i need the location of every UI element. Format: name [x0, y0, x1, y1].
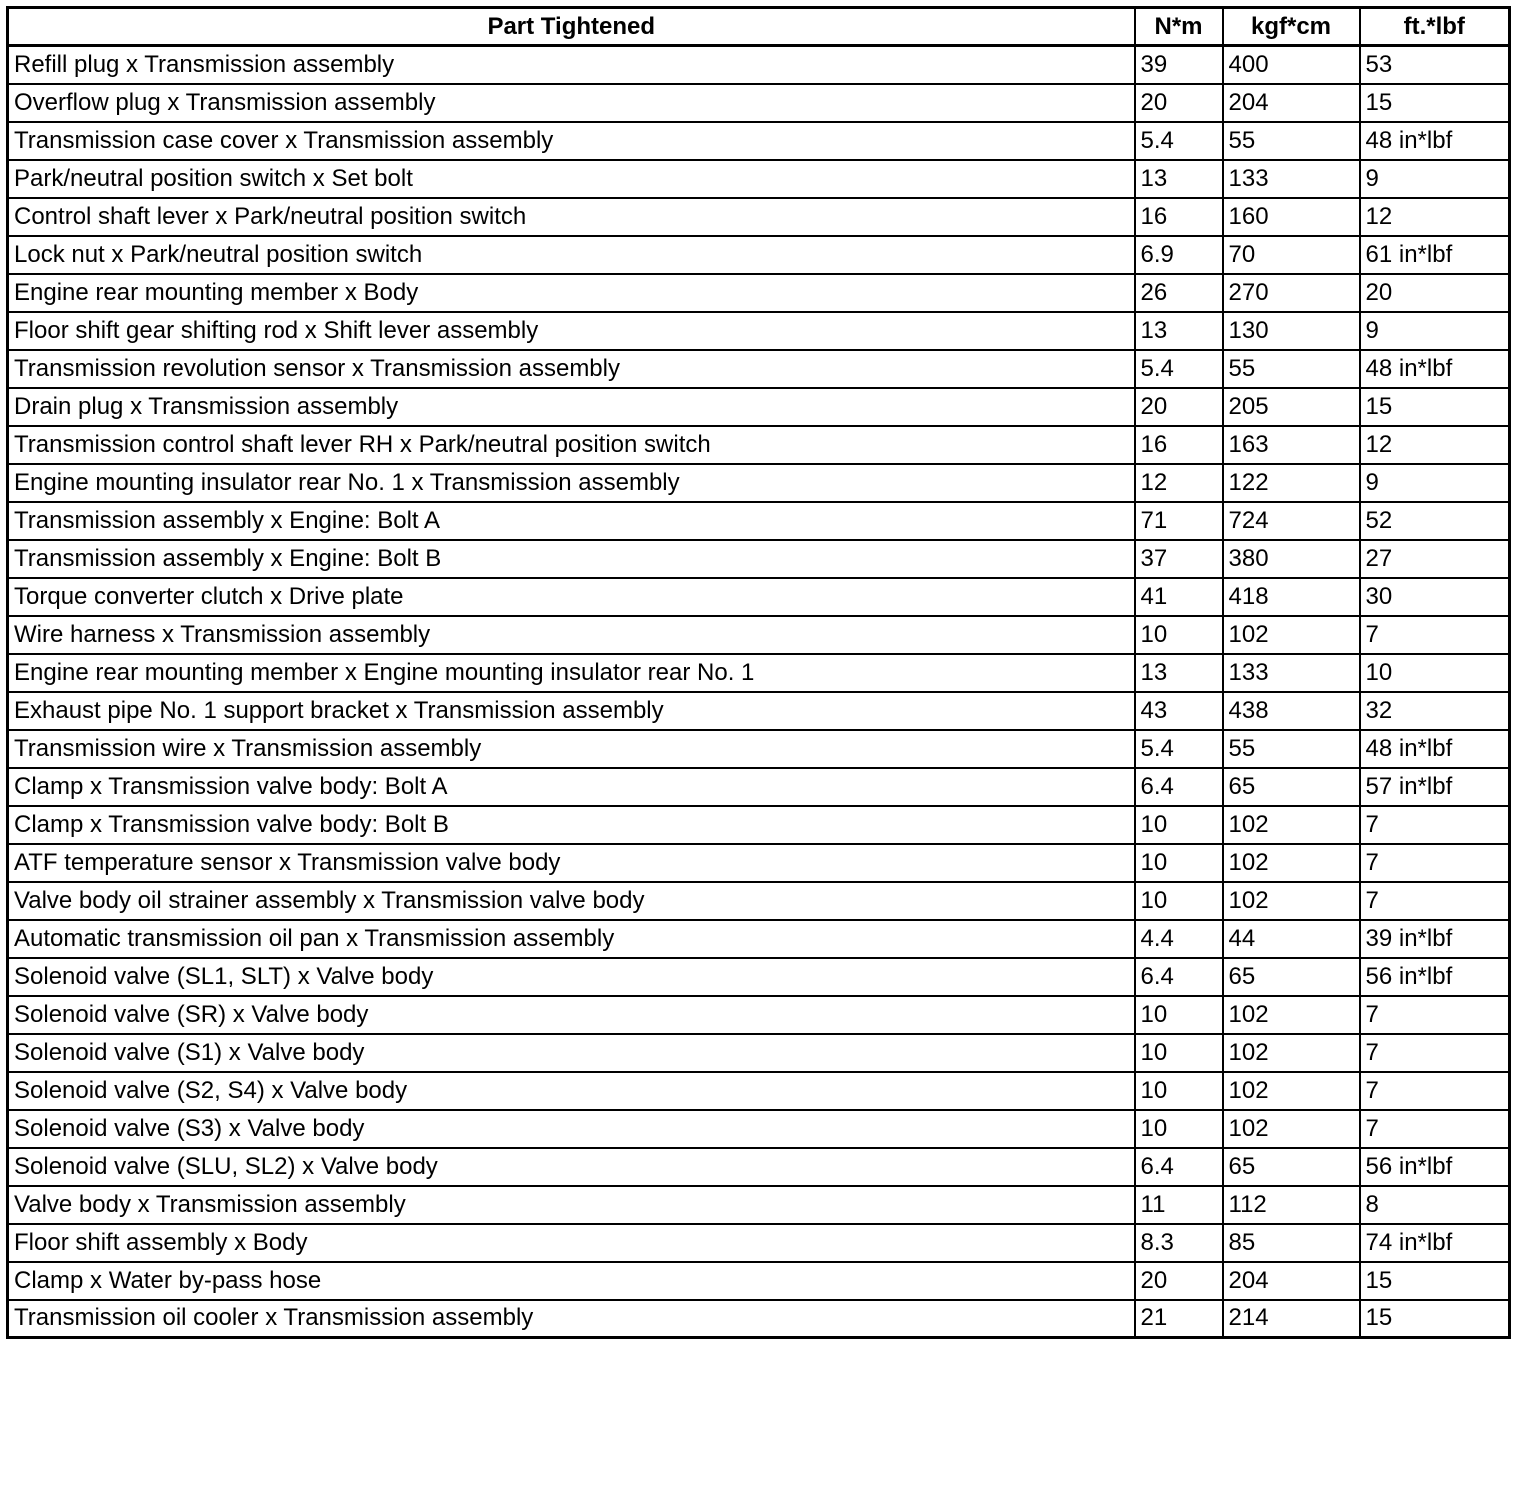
cell-ft-lbf: 12 — [1360, 198, 1510, 236]
table-row — [8, 312, 1510, 350]
table-row — [8, 844, 1510, 882]
cell-nm: 20 — [1135, 388, 1223, 426]
cell-kgf-cm: 70 — [1223, 236, 1360, 274]
cell-part: Engine rear mounting member x Body — [8, 274, 1135, 312]
cell-kgf-cm: 55 — [1223, 730, 1360, 768]
header-part-tightened: Part Tightened — [8, 8, 1135, 46]
table-row — [8, 1300, 1510, 1338]
cell-ft-lbf: 15 — [1360, 84, 1510, 122]
cell-part: Transmission case cover x Transmission assembly — [8, 122, 1135, 160]
cell-ft-lbf: 30 — [1360, 578, 1510, 616]
table-body — [8, 46, 1510, 1338]
cell-ft-lbf: 57 in*lbf — [1360, 768, 1510, 806]
header-nm: N*m — [1135, 8, 1223, 46]
cell-ft-lbf: 9 — [1360, 464, 1510, 502]
cell-part: Exhaust pipe No. 1 support bracket x Transmission assembly — [8, 692, 1135, 730]
cell-nm: 39 — [1135, 46, 1223, 84]
cell-part: Clamp x Water by-pass hose — [8, 1262, 1135, 1300]
cell-nm: 16 — [1135, 426, 1223, 464]
cell-nm: 20 — [1135, 84, 1223, 122]
cell-part: Automatic transmission oil pan x Transmission assembly — [8, 920, 1135, 958]
cell-kgf-cm: 724 — [1223, 502, 1360, 540]
cell-nm: 6.9 — [1135, 236, 1223, 274]
cell-ft-lbf: 7 — [1360, 806, 1510, 844]
table-row — [8, 46, 1510, 84]
table-row — [8, 692, 1510, 730]
cell-nm: 5.4 — [1135, 122, 1223, 160]
table-row — [8, 1186, 1510, 1224]
cell-nm: 10 — [1135, 806, 1223, 844]
cell-kgf-cm: 133 — [1223, 160, 1360, 198]
cell-part: Transmission oil cooler x Transmission assembly — [8, 1300, 1135, 1338]
cell-part: Valve body x Transmission assembly — [8, 1186, 1135, 1224]
cell-nm: 6.4 — [1135, 1148, 1223, 1186]
cell-nm: 71 — [1135, 502, 1223, 540]
cell-ft-lbf: 48 in*lbf — [1360, 122, 1510, 160]
header-kgf-cm: kgf*cm — [1223, 8, 1360, 46]
table-row — [8, 616, 1510, 654]
cell-kgf-cm: 418 — [1223, 578, 1360, 616]
cell-part: Transmission assembly x Engine: Bolt A — [8, 502, 1135, 540]
cell-nm: 16 — [1135, 198, 1223, 236]
cell-kgf-cm: 160 — [1223, 198, 1360, 236]
header-ft-lbf: ft.*lbf — [1360, 8, 1510, 46]
cell-ft-lbf: 32 — [1360, 692, 1510, 730]
cell-kgf-cm: 65 — [1223, 1148, 1360, 1186]
cell-ft-lbf: 39 in*lbf — [1360, 920, 1510, 958]
cell-nm: 5.4 — [1135, 730, 1223, 768]
cell-part: Valve body oil strainer assembly x Transmission valve body — [8, 882, 1135, 920]
cell-ft-lbf: 7 — [1360, 1072, 1510, 1110]
cell-nm: 10 — [1135, 844, 1223, 882]
cell-part: Engine mounting insulator rear No. 1 x Transmission assembly — [8, 464, 1135, 502]
cell-kgf-cm: 65 — [1223, 958, 1360, 996]
cell-kgf-cm: 55 — [1223, 122, 1360, 160]
cell-part: Solenoid valve (SL1, SLT) x Valve body — [8, 958, 1135, 996]
table-row — [8, 426, 1510, 464]
cell-ft-lbf: 48 in*lbf — [1360, 730, 1510, 768]
cell-kgf-cm: 65 — [1223, 768, 1360, 806]
cell-part: Torque converter clutch x Drive plate — [8, 578, 1135, 616]
cell-nm: 6.4 — [1135, 958, 1223, 996]
cell-ft-lbf: 52 — [1360, 502, 1510, 540]
cell-nm: 13 — [1135, 312, 1223, 350]
cell-part: ATF temperature sensor x Transmission valve body — [8, 844, 1135, 882]
cell-ft-lbf: 15 — [1360, 1300, 1510, 1338]
cell-ft-lbf: 7 — [1360, 1110, 1510, 1148]
table-row — [8, 122, 1510, 160]
cell-ft-lbf: 7 — [1360, 616, 1510, 654]
cell-ft-lbf: 7 — [1360, 882, 1510, 920]
cell-kgf-cm: 102 — [1223, 996, 1360, 1034]
cell-part: Floor shift gear shifting rod x Shift lever assembly — [8, 312, 1135, 350]
cell-kgf-cm: 102 — [1223, 1072, 1360, 1110]
cell-part: Engine rear mounting member x Engine mounting insulator rear No. 1 — [8, 654, 1135, 692]
cell-part: Park/neutral position switch x Set bolt — [8, 160, 1135, 198]
cell-nm: 21 — [1135, 1300, 1223, 1338]
table-row — [8, 84, 1510, 122]
cell-kgf-cm: 44 — [1223, 920, 1360, 958]
table-row — [8, 160, 1510, 198]
cell-part: Solenoid valve (SLU, SL2) x Valve body — [8, 1148, 1135, 1186]
cell-nm: 10 — [1135, 996, 1223, 1034]
cell-part: Wire harness x Transmission assembly — [8, 616, 1135, 654]
cell-part: Refill plug x Transmission assembly — [8, 46, 1135, 84]
cell-nm: 13 — [1135, 654, 1223, 692]
cell-nm: 13 — [1135, 160, 1223, 198]
cell-kgf-cm: 122 — [1223, 464, 1360, 502]
cell-part: Clamp x Transmission valve body: Bolt A — [8, 768, 1135, 806]
header-row — [8, 8, 1510, 46]
cell-part: Solenoid valve (SR) x Valve body — [8, 996, 1135, 1034]
table-row — [8, 502, 1510, 540]
cell-ft-lbf: 10 — [1360, 654, 1510, 692]
cell-kgf-cm: 133 — [1223, 654, 1360, 692]
cell-nm: 41 — [1135, 578, 1223, 616]
cell-part: Control shaft lever x Park/neutral position switch — [8, 198, 1135, 236]
table-row — [8, 1262, 1510, 1300]
table-row — [8, 882, 1510, 920]
table-row — [8, 1110, 1510, 1148]
cell-kgf-cm: 102 — [1223, 844, 1360, 882]
cell-nm: 10 — [1135, 616, 1223, 654]
cell-part: Solenoid valve (S3) x Valve body — [8, 1110, 1135, 1148]
cell-kgf-cm: 163 — [1223, 426, 1360, 464]
cell-nm: 10 — [1135, 1034, 1223, 1072]
cell-kgf-cm: 400 — [1223, 46, 1360, 84]
cell-ft-lbf: 7 — [1360, 1034, 1510, 1072]
cell-kgf-cm: 102 — [1223, 806, 1360, 844]
cell-ft-lbf: 27 — [1360, 540, 1510, 578]
cell-part: Drain plug x Transmission assembly — [8, 388, 1135, 426]
cell-part: Transmission control shaft lever RH x Park/neutral position switch — [8, 426, 1135, 464]
cell-nm: 12 — [1135, 464, 1223, 502]
cell-nm: 43 — [1135, 692, 1223, 730]
cell-kgf-cm: 205 — [1223, 388, 1360, 426]
table-row — [8, 920, 1510, 958]
cell-ft-lbf: 48 in*lbf — [1360, 350, 1510, 388]
table-row — [8, 996, 1510, 1034]
cell-ft-lbf: 53 — [1360, 46, 1510, 84]
cell-ft-lbf: 7 — [1360, 844, 1510, 882]
cell-kgf-cm: 270 — [1223, 274, 1360, 312]
cell-kgf-cm: 204 — [1223, 84, 1360, 122]
cell-nm: 10 — [1135, 1110, 1223, 1148]
table-row — [8, 1224, 1510, 1262]
table-row — [8, 1034, 1510, 1072]
cell-ft-lbf: 9 — [1360, 312, 1510, 350]
cell-kgf-cm: 380 — [1223, 540, 1360, 578]
cell-kgf-cm: 204 — [1223, 1262, 1360, 1300]
cell-nm: 11 — [1135, 1186, 1223, 1224]
cell-kgf-cm: 130 — [1223, 312, 1360, 350]
table-row — [8, 958, 1510, 996]
table-row — [8, 1148, 1510, 1186]
cell-ft-lbf: 12 — [1360, 426, 1510, 464]
cell-kgf-cm: 85 — [1223, 1224, 1360, 1262]
cell-nm: 26 — [1135, 274, 1223, 312]
cell-kgf-cm: 102 — [1223, 882, 1360, 920]
table-row — [8, 236, 1510, 274]
cell-ft-lbf: 61 in*lbf — [1360, 236, 1510, 274]
table-row — [8, 198, 1510, 236]
cell-nm: 5.4 — [1135, 350, 1223, 388]
cell-part: Solenoid valve (S2, S4) x Valve body — [8, 1072, 1135, 1110]
cell-part: Transmission wire x Transmission assembly — [8, 730, 1135, 768]
cell-ft-lbf: 74 in*lbf — [1360, 1224, 1510, 1262]
table-row — [8, 388, 1510, 426]
cell-nm: 4.4 — [1135, 920, 1223, 958]
cell-kgf-cm: 102 — [1223, 1034, 1360, 1072]
cell-kgf-cm: 55 — [1223, 350, 1360, 388]
table-row — [8, 730, 1510, 768]
cell-ft-lbf: 56 in*lbf — [1360, 1148, 1510, 1186]
table-row — [8, 654, 1510, 692]
cell-ft-lbf: 9 — [1360, 160, 1510, 198]
cell-kgf-cm: 438 — [1223, 692, 1360, 730]
table-row — [8, 1072, 1510, 1110]
cell-part: Clamp x Transmission valve body: Bolt B — [8, 806, 1135, 844]
cell-ft-lbf: 15 — [1360, 1262, 1510, 1300]
cell-part: Lock nut x Park/neutral position switch — [8, 236, 1135, 274]
cell-part: Solenoid valve (S1) x Valve body — [8, 1034, 1135, 1072]
torque-spec-table — [6, 6, 1511, 1339]
table-row — [8, 350, 1510, 388]
cell-kgf-cm: 102 — [1223, 616, 1360, 654]
cell-ft-lbf: 20 — [1360, 274, 1510, 312]
cell-nm: 37 — [1135, 540, 1223, 578]
table-row — [8, 540, 1510, 578]
cell-ft-lbf: 56 in*lbf — [1360, 958, 1510, 996]
table-row — [8, 578, 1510, 616]
cell-part: Transmission revolution sensor x Transmission assembly — [8, 350, 1135, 388]
cell-nm: 6.4 — [1135, 768, 1223, 806]
table-row — [8, 806, 1510, 844]
cell-nm: 8.3 — [1135, 1224, 1223, 1262]
table-row — [8, 768, 1510, 806]
cell-ft-lbf: 8 — [1360, 1186, 1510, 1224]
cell-kgf-cm: 112 — [1223, 1186, 1360, 1224]
cell-part: Overflow plug x Transmission assembly — [8, 84, 1135, 122]
cell-ft-lbf: 15 — [1360, 388, 1510, 426]
cell-part: Transmission assembly x Engine: Bolt B — [8, 540, 1135, 578]
cell-kgf-cm: 102 — [1223, 1110, 1360, 1148]
cell-kgf-cm: 214 — [1223, 1300, 1360, 1338]
table-row — [8, 274, 1510, 312]
cell-nm: 10 — [1135, 1072, 1223, 1110]
cell-ft-lbf: 7 — [1360, 996, 1510, 1034]
cell-part: Floor shift assembly x Body — [8, 1224, 1135, 1262]
cell-nm: 10 — [1135, 882, 1223, 920]
cell-nm: 20 — [1135, 1262, 1223, 1300]
table-row — [8, 464, 1510, 502]
